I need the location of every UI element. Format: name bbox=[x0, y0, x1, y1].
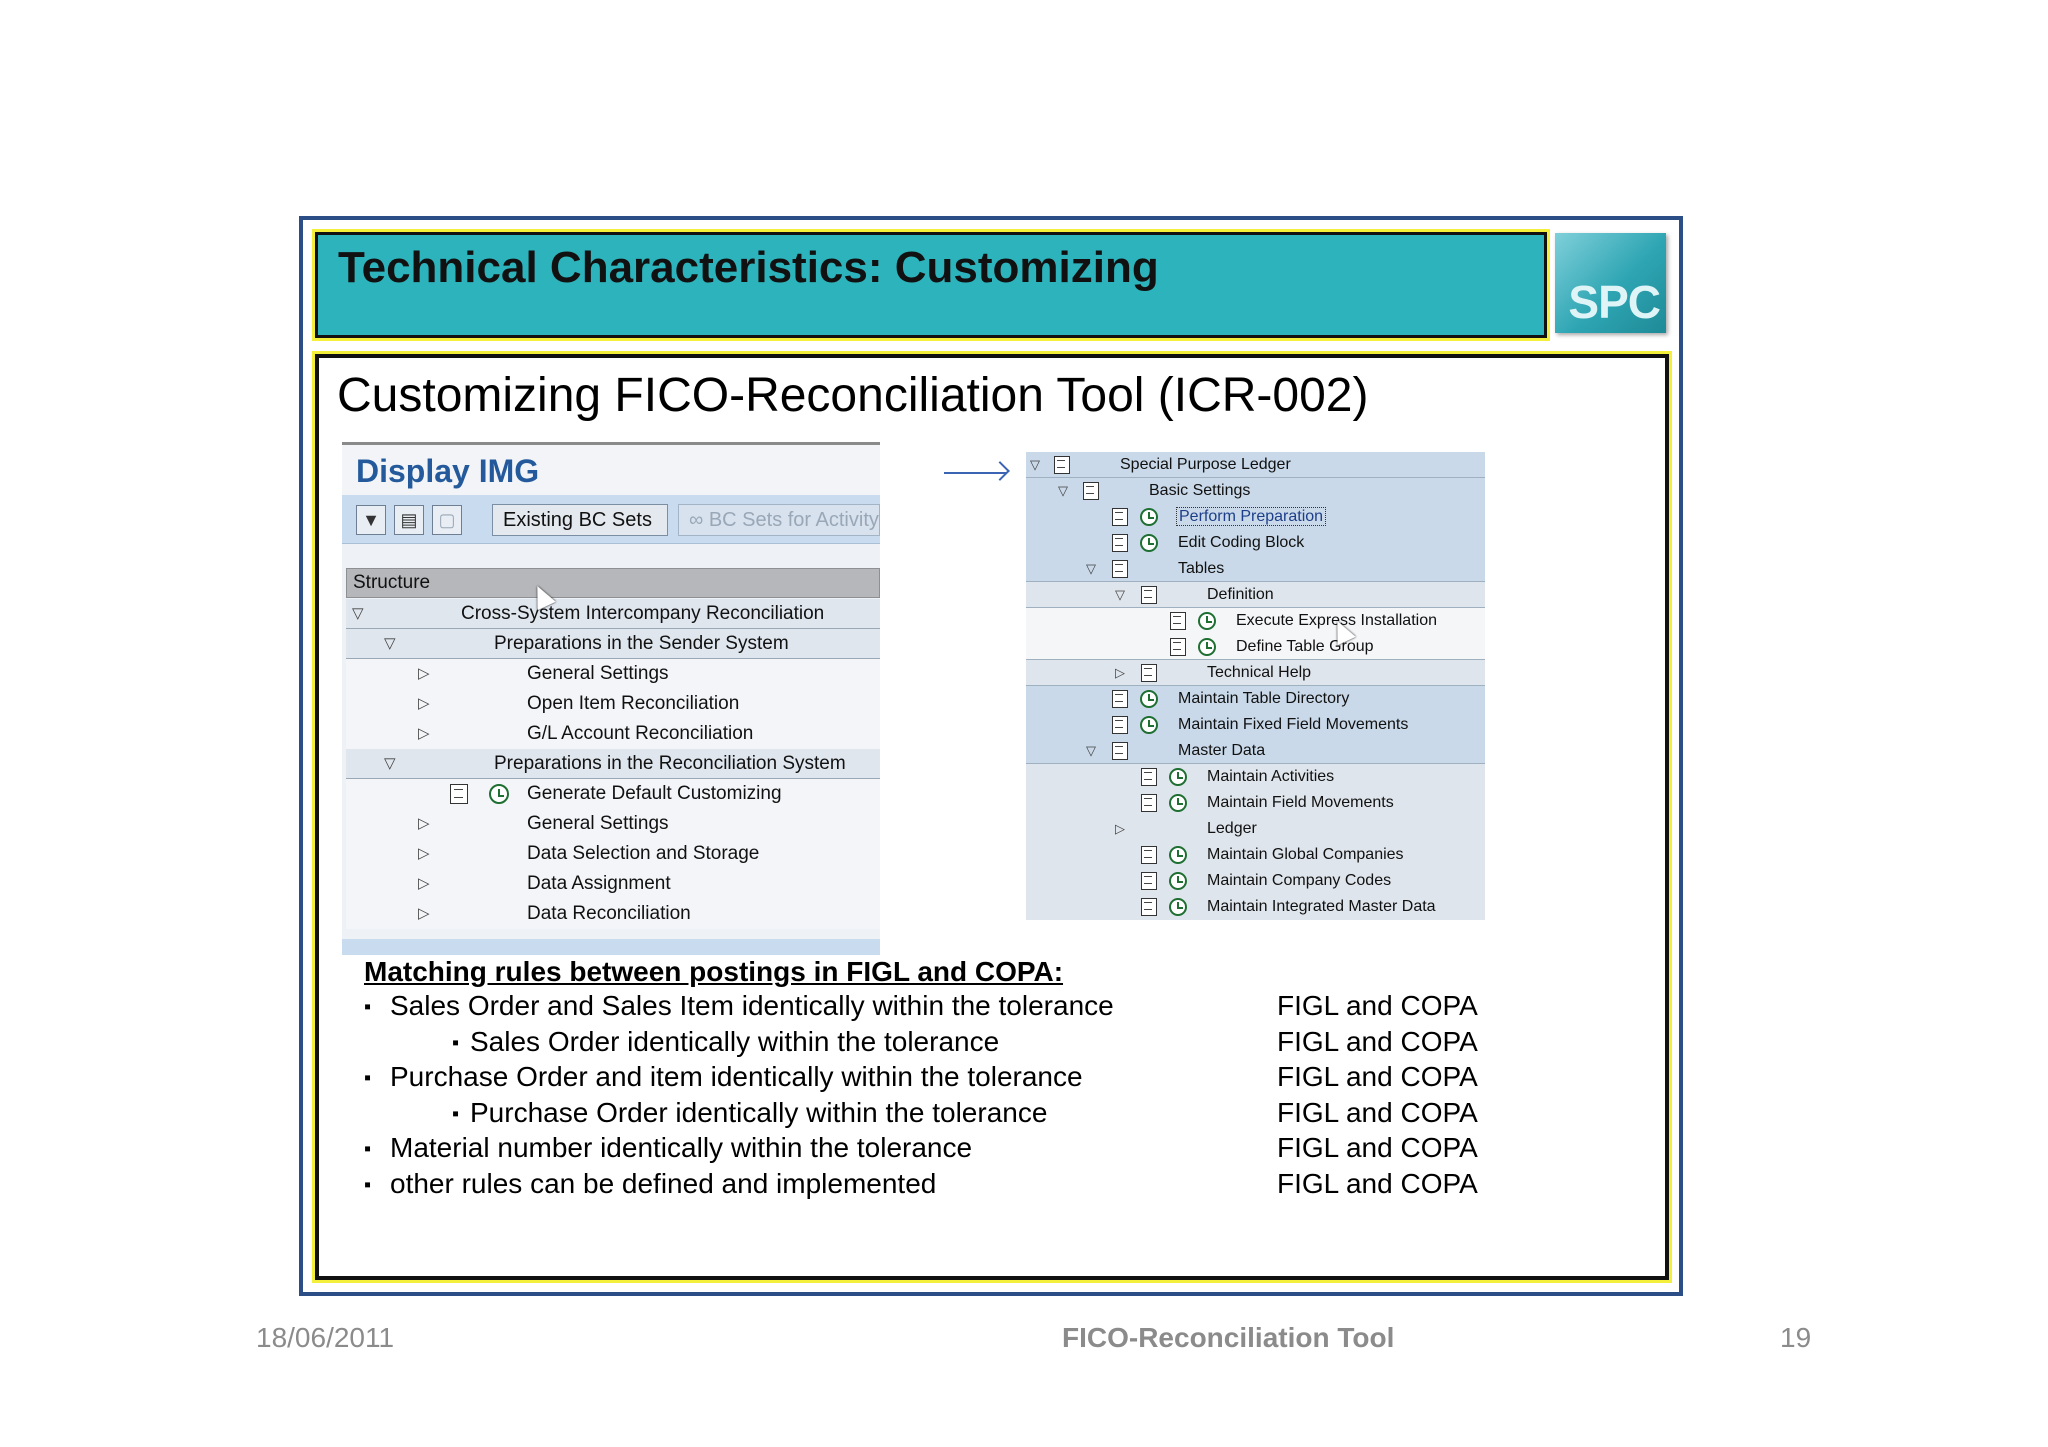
execute-activity-icon[interactable] bbox=[1198, 612, 1216, 630]
rule-text: Purchase Order and item identically within the tolerance bbox=[390, 1061, 1083, 1092]
rule-scope: FIGL and COPA bbox=[1277, 1132, 1478, 1163]
rule-scope: FIGL and COPA bbox=[1277, 1097, 1478, 1128]
tree-node-label: Data Assignment bbox=[527, 873, 671, 894]
tree-node-cross-system[interactable] bbox=[346, 599, 880, 629]
documentation-icon[interactable] bbox=[1112, 716, 1128, 734]
page-number: 19 bbox=[1780, 1322, 1812, 1353]
documentation-icon[interactable] bbox=[450, 784, 468, 804]
square-bullet-icon: ▪ bbox=[364, 996, 372, 1018]
panel-footer-bar bbox=[342, 939, 880, 955]
collapsed-triangle-icon[interactable]: ▷ bbox=[1115, 665, 1125, 680]
documentation-icon[interactable] bbox=[1141, 872, 1157, 890]
footer-title: FICO-Reconciliation Tool bbox=[1062, 1322, 1395, 1353]
spl-node-basic-settings[interactable] bbox=[1026, 478, 1485, 504]
tree-node-label: Open Item Reconciliation bbox=[527, 693, 740, 714]
footer-date: 18/06/2011 bbox=[256, 1322, 395, 1353]
tree-node-open-item-reconciliation[interactable] bbox=[346, 689, 880, 719]
tree-node-label: General Settings bbox=[527, 813, 669, 834]
execute-activity-icon[interactable] bbox=[1169, 846, 1187, 864]
rule-scope: FIGL and COPA bbox=[1277, 1026, 1478, 1057]
tree-node-label: G/L Account Reconciliation bbox=[527, 723, 754, 744]
spl-node-master-data[interactable] bbox=[1026, 738, 1485, 764]
collapsed-triangle-icon[interactable]: ▷ bbox=[418, 875, 430, 892]
tree-node-label: Basic Settings bbox=[1149, 482, 1251, 499]
execute-activity-icon[interactable] bbox=[1169, 768, 1187, 786]
square-bullet-icon: ▪ bbox=[452, 1032, 460, 1054]
collapsed-triangle-icon[interactable]: ▷ bbox=[418, 665, 430, 682]
expanded-triangle-icon[interactable]: ▽ bbox=[384, 635, 396, 652]
rule-text: Purchase Order identically within the tolerance bbox=[470, 1097, 1048, 1128]
matching-rules-heading: Matching rules between postings in FIGL and COPA: bbox=[364, 956, 1064, 987]
slide-title: Technical Characteristics: Customizing bbox=[338, 243, 1159, 292]
tree-node-label: Maintain Table Directory bbox=[1178, 690, 1350, 707]
collapsed-triangle-icon[interactable]: ▷ bbox=[418, 815, 430, 832]
execute-activity-icon[interactable] bbox=[1140, 690, 1158, 708]
documentation-icon[interactable] bbox=[1112, 690, 1128, 708]
execute-activity-icon[interactable] bbox=[1198, 638, 1216, 656]
tree-node-label: Tables bbox=[1178, 560, 1225, 577]
tree-node-label: Data Selection and Storage bbox=[527, 843, 760, 864]
rule-text: Material number identically within the tolerance bbox=[390, 1132, 973, 1163]
tree-node-data-assignment[interactable] bbox=[346, 869, 880, 899]
rule-text: Sales Order identically within the tolerance bbox=[470, 1026, 1000, 1057]
arrow-head-icon bbox=[990, 461, 1010, 481]
tree-node-label: Define Table Group bbox=[1236, 638, 1374, 655]
slide-subtitle: Customizing FICO-Reconciliation Tool (ICR-002) bbox=[337, 369, 1369, 422]
tree-node-preparations-sender[interactable] bbox=[346, 629, 880, 659]
tree-node-label: Maintain Global Companies bbox=[1207, 846, 1404, 863]
filter-icon[interactable]: ▼ bbox=[356, 505, 386, 535]
documentation-icon[interactable] bbox=[1170, 638, 1186, 656]
spl-node-perform-preparation[interactable] bbox=[1026, 504, 1485, 530]
spl-node-maintain-field-movements[interactable] bbox=[1026, 790, 1485, 816]
expanded-triangle-icon[interactable]: ▽ bbox=[1115, 587, 1125, 602]
spc-logo bbox=[1555, 233, 1666, 333]
execute-activity-icon[interactable] bbox=[1169, 898, 1187, 916]
tree-node-label: General Settings bbox=[527, 663, 669, 684]
square-bullet-icon: ▪ bbox=[364, 1067, 372, 1089]
tree-node-label: Perform Preparation bbox=[1176, 507, 1326, 526]
expanded-triangle-icon[interactable]: ▽ bbox=[1058, 483, 1068, 498]
slide-frame bbox=[299, 216, 1683, 1296]
execute-activity-icon[interactable] bbox=[1140, 534, 1158, 552]
documentation-icon[interactable] bbox=[1112, 742, 1128, 760]
documentation-icon[interactable] bbox=[1141, 586, 1157, 604]
spl-node-maintain-table-directory[interactable] bbox=[1026, 686, 1485, 712]
tree-node-generate-default-customizing[interactable] bbox=[346, 779, 880, 809]
bc-sets-for-activity-label: BC Sets for Activity bbox=[708, 509, 879, 531]
collapsed-triangle-icon[interactable]: ▷ bbox=[1115, 821, 1125, 836]
display-img-panel bbox=[342, 442, 880, 955]
spl-node-maintain-company-codes[interactable] bbox=[1026, 868, 1485, 894]
tree-node-label: Preparations in the Sender System bbox=[494, 633, 789, 654]
tree-node-label: Maintain Field Movements bbox=[1207, 794, 1394, 811]
spl-node-maintain-integrated-master-data[interactable] bbox=[1026, 894, 1485, 920]
documentation-icon[interactable] bbox=[1054, 456, 1070, 474]
tree-node-label: Maintain Company Codes bbox=[1207, 872, 1392, 889]
tree-node-data-reconciliation[interactable] bbox=[346, 899, 880, 929]
collapsed-triangle-icon[interactable]: ▷ bbox=[418, 845, 430, 862]
expanded-triangle-icon[interactable]: ▽ bbox=[1086, 561, 1096, 576]
execute-activity-icon[interactable] bbox=[1140, 716, 1158, 734]
spl-node-special-purpose-ledger[interactable] bbox=[1026, 452, 1485, 478]
tree-node-label: Technical Help bbox=[1207, 664, 1312, 681]
spl-node-define-table-group[interactable] bbox=[1026, 634, 1485, 660]
documentation-icon[interactable] bbox=[1141, 898, 1157, 916]
rule-scope: FIGL and COPA bbox=[1277, 1061, 1478, 1092]
tree-node-general-settings-2[interactable] bbox=[346, 809, 880, 839]
tree-node-label: Maintain Activities bbox=[1207, 768, 1335, 785]
display-img-header bbox=[342, 445, 880, 495]
rule-text: Sales Order and Sales Item identically within the tolerance bbox=[390, 990, 1114, 1021]
documentation-icon[interactable] bbox=[1141, 794, 1157, 812]
spl-node-technical-help[interactable] bbox=[1026, 660, 1485, 686]
tree-node-label: Edit Coding Block bbox=[1178, 534, 1305, 551]
expanded-triangle-icon[interactable]: ▽ bbox=[1086, 743, 1096, 758]
glasses-icon: ∞ bbox=[689, 509, 709, 531]
tree-node-gl-account-reconciliation[interactable] bbox=[346, 719, 880, 749]
display-img-title: Display IMG bbox=[356, 453, 540, 489]
execute-activity-icon[interactable] bbox=[1169, 872, 1187, 890]
tree-node-preparations-reconciliation[interactable] bbox=[346, 749, 880, 779]
execute-activity-icon[interactable] bbox=[489, 784, 509, 804]
collapsed-triangle-icon[interactable]: ▷ bbox=[418, 905, 430, 922]
content-box bbox=[315, 354, 1669, 1280]
documentation-icon[interactable] bbox=[1141, 768, 1157, 786]
documentation-icon[interactable] bbox=[1112, 508, 1128, 526]
tree-node-label: Maintain Integrated Master Data bbox=[1207, 898, 1436, 915]
spl-node-execute-express-installation[interactable] bbox=[1026, 608, 1485, 634]
structure-column-header: Structure bbox=[346, 568, 880, 598]
tree-node-data-selection-storage[interactable] bbox=[346, 839, 880, 869]
documentation-icon[interactable] bbox=[1170, 612, 1186, 630]
tree-node-label: Definition bbox=[1207, 586, 1274, 603]
tree-node-label: Ledger bbox=[1207, 820, 1257, 837]
spl-node-maintain-activities[interactable] bbox=[1026, 764, 1485, 790]
tree-node-label: Special Purpose Ledger bbox=[1120, 456, 1291, 473]
execute-activity-icon[interactable] bbox=[1140, 508, 1158, 526]
slide-title-bar bbox=[315, 232, 1547, 338]
tree-node-label: Generate Default Customizing bbox=[527, 783, 782, 804]
expanded-triangle-icon[interactable]: ▽ bbox=[384, 755, 396, 772]
square-bullet-icon: ▪ bbox=[364, 1138, 372, 1160]
execute-activity-icon[interactable] bbox=[1169, 794, 1187, 812]
existing-bc-sets-button[interactable]: Existing BC Sets bbox=[492, 504, 668, 536]
spl-node-definition[interactable] bbox=[1026, 582, 1485, 608]
tree-node-label: Execute Express Installation bbox=[1236, 612, 1437, 629]
spl-node-tables[interactable] bbox=[1026, 556, 1485, 582]
documentation-icon[interactable] bbox=[1141, 846, 1157, 864]
tree-node-label: Master Data bbox=[1178, 742, 1266, 759]
expanded-triangle-icon[interactable]: ▽ bbox=[1030, 457, 1040, 472]
tree-node-general-settings[interactable] bbox=[346, 659, 880, 689]
collapsed-triangle-icon[interactable]: ▷ bbox=[418, 695, 430, 712]
square-bullet-icon: ▪ bbox=[452, 1103, 460, 1125]
rule-scope: FIGL and COPA bbox=[1277, 990, 1478, 1021]
rule-scope: FIGL and COPA bbox=[1277, 1168, 1478, 1199]
spl-node-ledger[interactable] bbox=[1026, 816, 1485, 842]
info-icon[interactable]: ▤ bbox=[394, 505, 424, 535]
tree-node-label: Preparations in the Reconciliation System bbox=[494, 753, 846, 774]
tree-node-label: Maintain Fixed Field Movements bbox=[1178, 716, 1409, 733]
spl-node-maintain-fixed-field-movements[interactable] bbox=[1026, 712, 1485, 738]
display-img-toolbar bbox=[342, 495, 880, 544]
copy-icon[interactable]: ▢ bbox=[432, 505, 462, 535]
documentation-icon[interactable] bbox=[1083, 482, 1099, 500]
bc-sets-for-activity-button[interactable] bbox=[678, 504, 880, 536]
spl-tree-panel bbox=[1026, 452, 1485, 916]
spl-node-maintain-global-companies[interactable] bbox=[1026, 842, 1485, 868]
collapsed-triangle-icon[interactable]: ▷ bbox=[418, 725, 430, 742]
documentation-icon[interactable] bbox=[1112, 560, 1128, 578]
tree-node-label: Data Reconciliation bbox=[527, 903, 691, 924]
documentation-icon[interactable] bbox=[1141, 664, 1157, 682]
tree-node-label: Cross-System Intercompany Reconciliation bbox=[461, 603, 825, 624]
documentation-icon[interactable] bbox=[1112, 534, 1128, 552]
rule-text: other rules can be defined and implemented bbox=[390, 1168, 937, 1199]
spl-node-edit-coding-block[interactable] bbox=[1026, 530, 1485, 556]
expanded-triangle-icon[interactable]: ▽ bbox=[352, 605, 364, 622]
square-bullet-icon: ▪ bbox=[364, 1174, 372, 1196]
logo-text: SPC bbox=[1568, 276, 1660, 328]
